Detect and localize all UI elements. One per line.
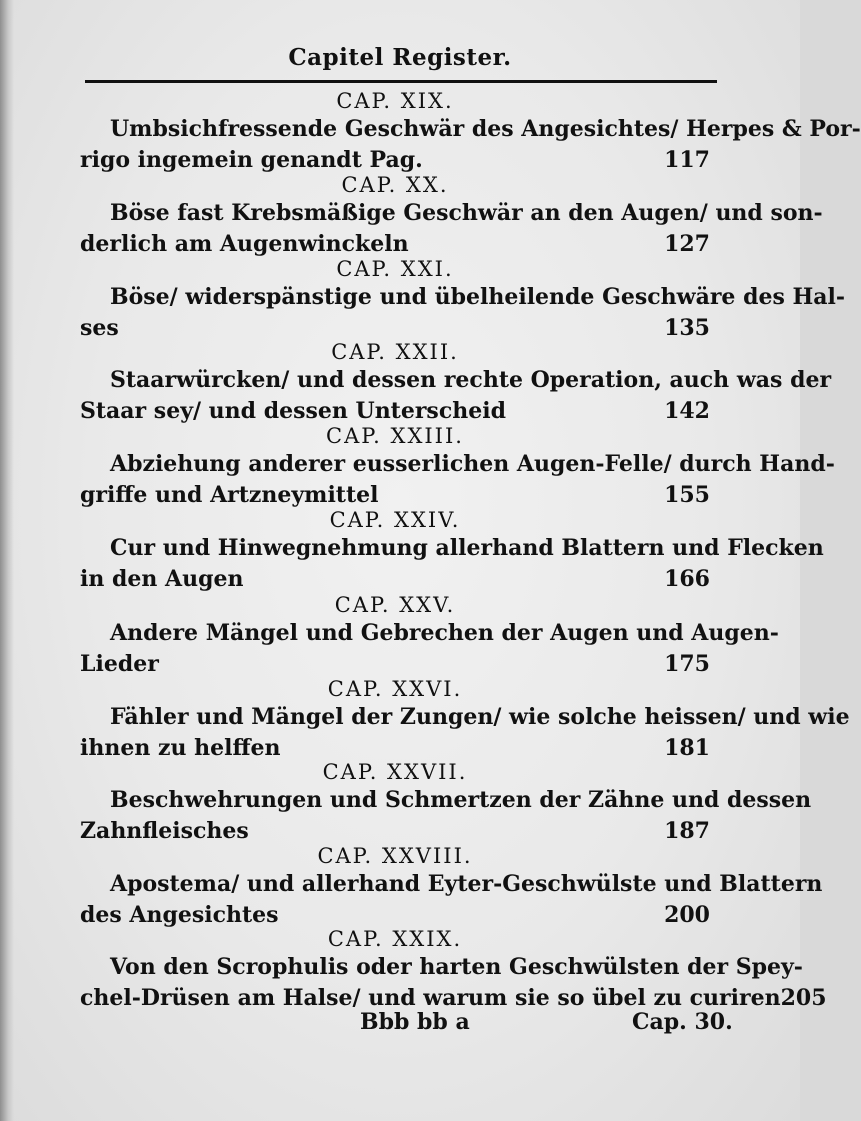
entry-title-end: ihnen zu helffen xyxy=(80,735,281,761)
entry-title-end: des Angesichtes xyxy=(80,902,279,928)
page-number: 117 xyxy=(664,147,710,173)
entry-title-end: Zahnfleisches xyxy=(80,818,249,844)
entry-title-end: ses xyxy=(80,315,119,341)
entry-title-line: Böse fast Krebsmäßige Geschwär an den Augen/ und son- xyxy=(110,200,823,226)
page-number: 142 xyxy=(664,398,710,424)
entry-title-end: rigo ingemein genandt Pag. xyxy=(80,147,423,173)
register-entry xyxy=(80,843,823,931)
entry-title-line: Andere Mängel und Gebrechen der Augen und Augen- xyxy=(110,620,779,646)
page-number: 175 xyxy=(664,651,710,677)
entry-title-line: Von den Scrophulis oder harten Geschwülsten der Spey- xyxy=(110,954,803,980)
entry-title-end: griffe und Artzneymittel xyxy=(80,482,379,508)
chapter-heading: CAP. XXIV. xyxy=(329,508,461,532)
chapter-heading: CAP. XXII. xyxy=(331,340,459,364)
entry-title-end: Staar sey/ und dessen Unterscheid xyxy=(80,398,506,424)
entry-last-line xyxy=(80,564,710,595)
register-entry xyxy=(80,172,823,260)
entry-title-line: Abziehung anderer eusserlichen Augen-Felle/ durch Hand- xyxy=(110,451,835,477)
register-entry xyxy=(80,592,779,680)
register-entry xyxy=(80,676,850,764)
entry-title-line: Fähler und Mängel der Zungen/ wie solche heissen/ und wie xyxy=(110,704,850,730)
chapter-heading: CAP. XXIX. xyxy=(327,927,463,951)
page-footer xyxy=(0,1009,800,1039)
entry-title-line: Apostema/ und allerhand Eyter-Geschwülste und Blattern xyxy=(110,871,823,897)
register-entry xyxy=(80,926,827,1014)
entry-title-end: in den Augen xyxy=(80,566,244,592)
chapter-heading: CAP. XXVII. xyxy=(322,760,468,784)
register-entry xyxy=(80,88,861,176)
chapter-heading: CAP. XXV. xyxy=(334,593,456,617)
chapter-heading: CAP. XX. xyxy=(341,173,449,197)
page-number: 166 xyxy=(664,566,710,592)
register-entry xyxy=(80,759,812,847)
chapter-heading: CAP. XXIII. xyxy=(326,424,464,448)
page-number: 135 xyxy=(664,315,710,341)
entry-title-line: Böse/ widerspänstige und übelheilende Geschwäre des Hal- xyxy=(110,284,846,310)
entry-title-line: Beschwehrungen und Schmertzen der Zähne und dessen xyxy=(110,787,812,813)
page-number: 127 xyxy=(664,231,710,257)
entry-title-end: Lieder xyxy=(80,651,159,677)
register-entry xyxy=(80,423,835,511)
chapter-heading: CAP. XIX. xyxy=(336,89,454,113)
chapter-heading: CAP. XXVI. xyxy=(327,677,463,701)
catchword: Cap. 30. xyxy=(632,1009,733,1035)
entry-title-line: Staarwürcken/ und dessen rechte Operation, auch was der xyxy=(110,367,832,393)
page-number: 181 xyxy=(664,735,710,761)
page-number: 187 xyxy=(664,818,710,844)
page-number: 155 xyxy=(664,482,710,508)
register-entry xyxy=(80,339,832,427)
entry-title-end: chel-Drüsen am Halse/ und warum sie so übel zu curiren xyxy=(80,985,781,1011)
running-head: Capitel Register. xyxy=(288,44,512,71)
entry-title-end: derlich am Augenwinckeln xyxy=(80,231,409,257)
chapter-heading: CAP. XXI. xyxy=(336,257,454,281)
register-entry xyxy=(80,256,846,344)
signature-mark: Bbb bb a xyxy=(360,1009,470,1035)
page-number: 205 xyxy=(780,985,827,1011)
page-edge-shadow xyxy=(0,0,14,1121)
entry-title-line: Cur und Hinwegnehmung allerhand Blattern und Flecken xyxy=(110,535,824,561)
header-rule xyxy=(85,80,717,83)
page-number: 200 xyxy=(664,902,710,928)
entry-title-line: Umbsichfressende Geschwär des Angesichtes/ Herpes & Por- xyxy=(110,116,861,142)
register-entry xyxy=(80,507,824,595)
chapter-heading: CAP. XXVIII. xyxy=(317,844,473,868)
